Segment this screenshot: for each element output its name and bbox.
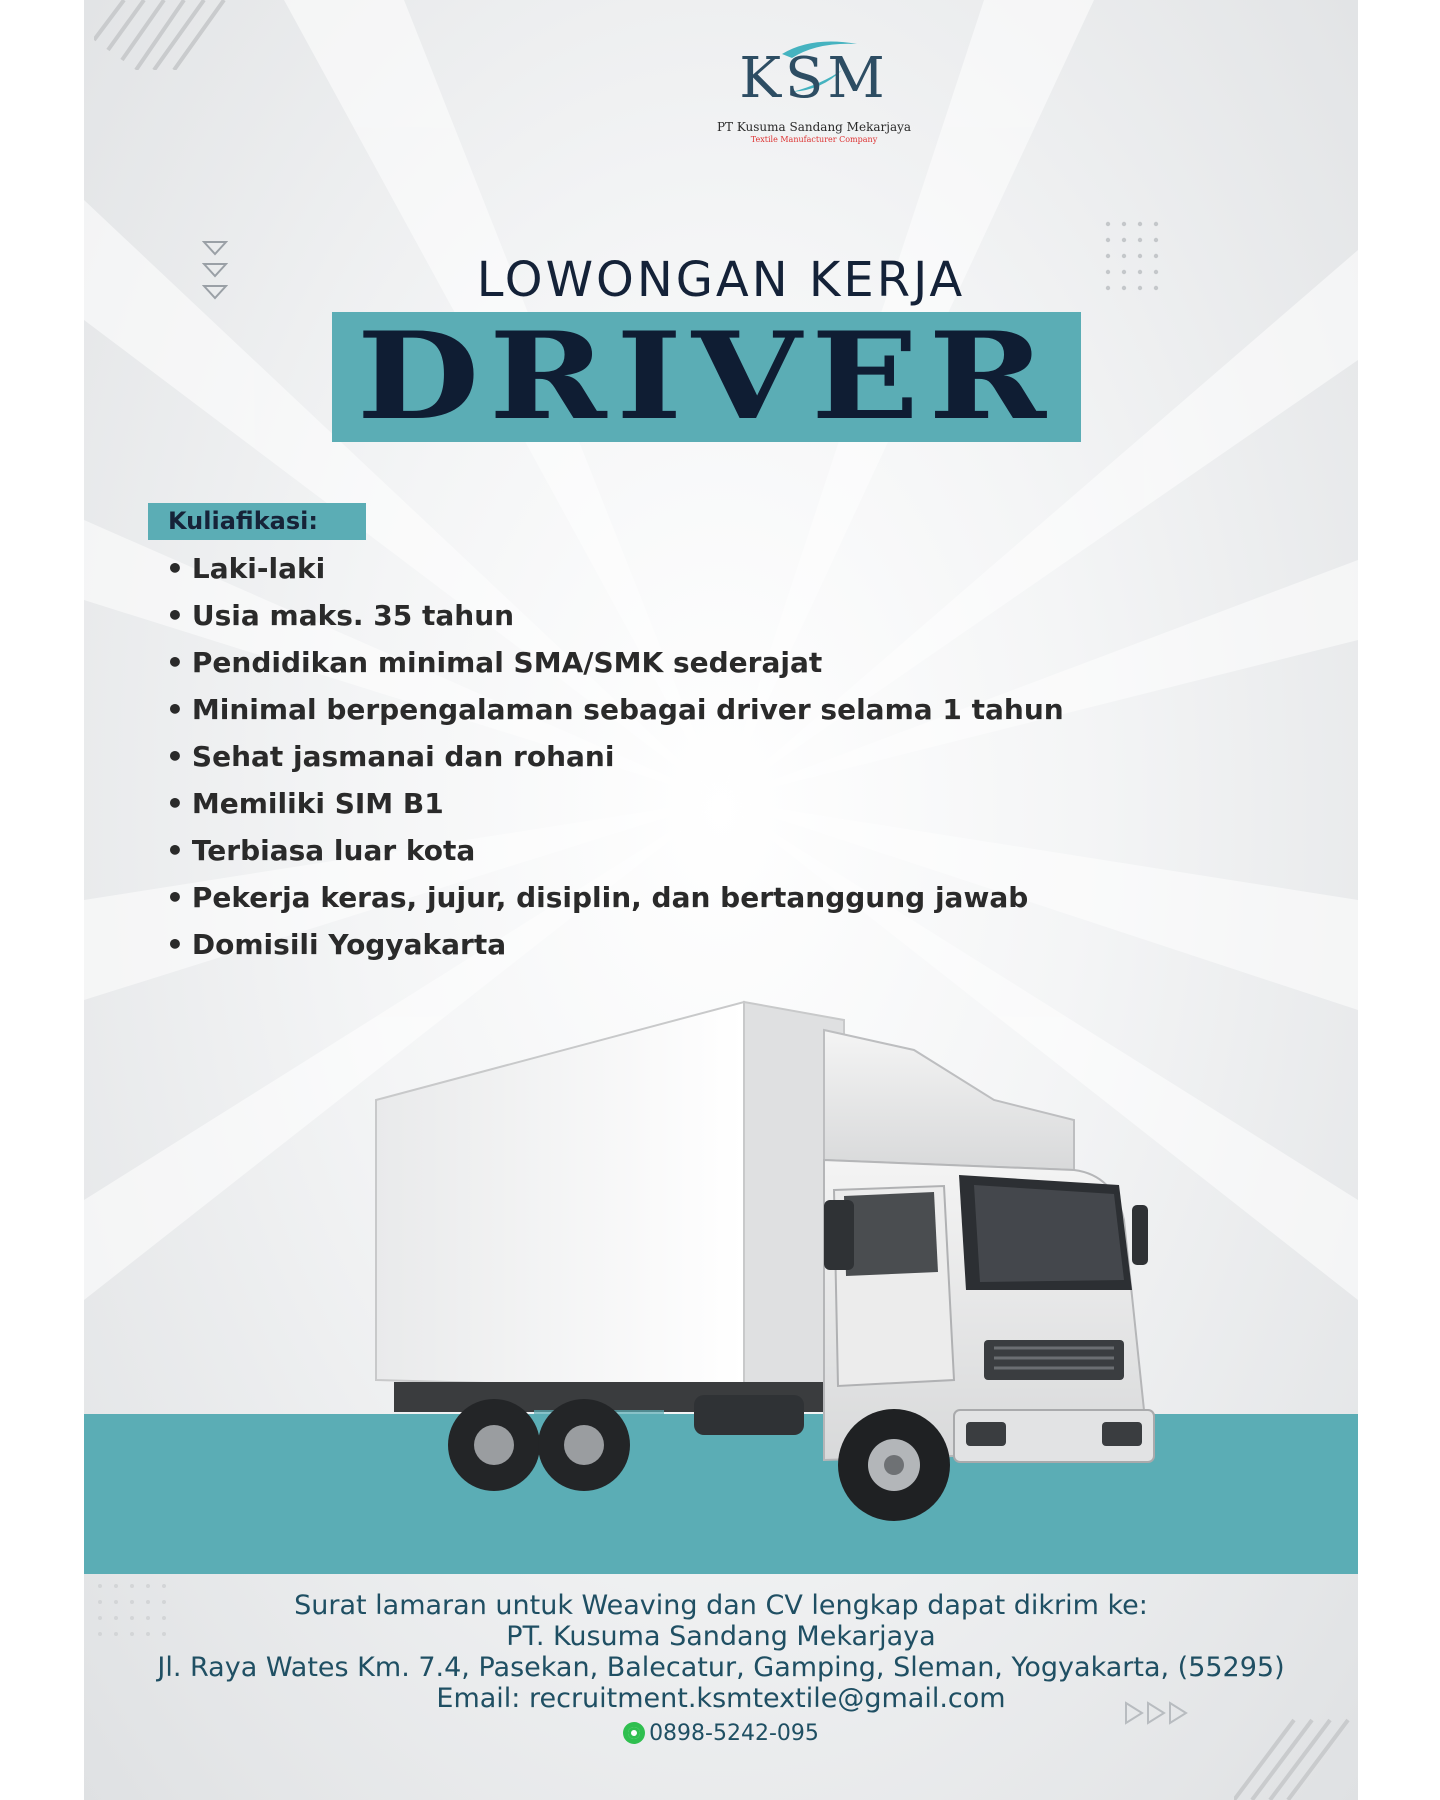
qualifications-label: Kuliafikasi: [148, 503, 366, 540]
qualification-item: • Pekerja keras, jujur, disiplin, dan bertanggung jawab [166, 877, 1064, 924]
logo-mark: KSM [739, 46, 889, 111]
qualification-item: • Pendidikan minimal SMA/SMK sederajat [166, 642, 1064, 689]
logo-company-name: PT Kusuma Sandang Mekarjaya [716, 120, 912, 134]
position-banner [332, 306, 1081, 447]
decor-stripes-bottom-right [1234, 1680, 1354, 1800]
qualification-item: • Sehat jasmanai dan rohani [166, 736, 1064, 783]
footer-address: Jl. Raya Wates Km. 7.4, Pasekan, Balecatur, Gamping, Sleman, Yogyakarta, (55295) [157, 1652, 1285, 1683]
job-poster [84, 0, 1358, 1800]
contact-footer [84, 1590, 1358, 1752]
qualification-item: • Minimal berpengalaman sebagai driver selama 1 tahun [166, 689, 1064, 736]
truck-illustration [354, 990, 1214, 1570]
position-title: DRIVER [357, 306, 1056, 447]
headline: LOWONGAN KERJA [476, 252, 966, 308]
footer-company: PT. Kusuma Sandang Mekarjaya [506, 1621, 936, 1652]
footer-intro: Surat lamaran untuk Weaving dan CV lengkap dapat dikrim ke: [294, 1590, 1148, 1621]
qualification-item: • Usia maks. 35 tahun [166, 595, 1064, 642]
footer-email[interactable]: Email: recruitment.ksmtextile@gmail.com [436, 1683, 1006, 1714]
whatsapp-icon [623, 1722, 645, 1744]
qualification-item: • Laki-laki [166, 548, 1064, 595]
qualification-item: • Memiliki SIM B1 [166, 783, 1064, 830]
logo-tagline: Textile Manufacturer Company [750, 135, 878, 144]
qualifications-list [166, 548, 1064, 971]
footer-phone[interactable]: 0898-5242-095 [649, 1721, 819, 1746]
decor-right-arrows-icon [1124, 1700, 1194, 1726]
qualification-item: • Terbiasa luar kota [166, 830, 1064, 877]
company-logo [644, 24, 984, 144]
decor-dot-grid-bottom-left [94, 1580, 204, 1700]
qualification-item: • Domisili Yogyakarta [166, 924, 1064, 971]
decor-stripes-top-left [94, 0, 234, 70]
